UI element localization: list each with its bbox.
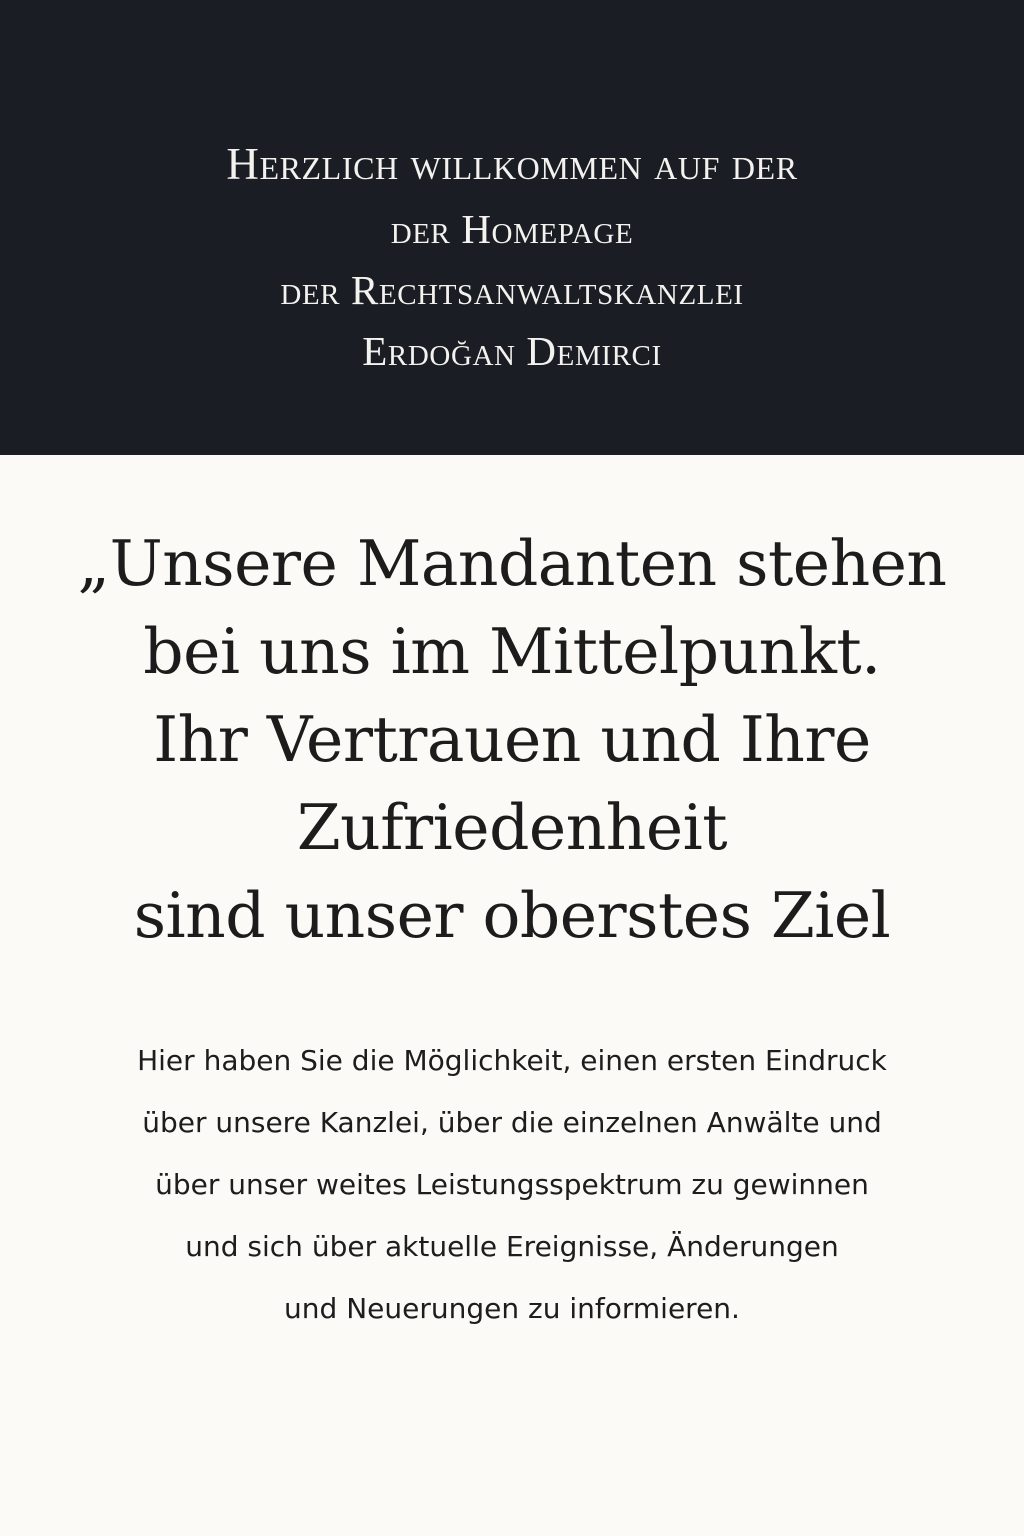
quote-line-4: Zufriedenheit	[296, 791, 728, 864]
intro-paragraph	[0, 1030, 1024, 1340]
quote-block	[0, 520, 1024, 960]
intro-line-5: und Neuerungen zu informieren.	[284, 1292, 740, 1325]
hero-welcome-line-3: der Rechtsanwaltskanzlei	[280, 266, 744, 313]
hero-banner	[0, 0, 1024, 455]
hero-firm-name: Erdoğan Demirci	[362, 327, 662, 374]
quote-line-3: Ihr Vertrauen und Ihre	[153, 703, 871, 776]
intro-line-2: über unsere Kanzlei, über die einzelnen Anwälte und	[142, 1106, 882, 1139]
intro-line-3: über unser weites Leistungsspektrum zu gewinnen	[155, 1168, 869, 1201]
quote-line-5: sind unser oberstes Ziel	[133, 879, 891, 952]
hero-welcome-line-2: der Homepage	[390, 205, 634, 252]
quote-line-2: bei uns im Mittelpunkt.	[143, 615, 881, 688]
intro-line-1: Hier haben Sie die Möglichkeit, einen ersten Eindruck	[137, 1044, 887, 1077]
hero-welcome-line-1: Herzlich willkommen auf der	[226, 138, 798, 189]
quote-line-1: „Unsere Mandanten stehen	[77, 527, 947, 600]
intro-line-4: und sich über aktuelle Ereignisse, Änderungen	[185, 1230, 839, 1263]
